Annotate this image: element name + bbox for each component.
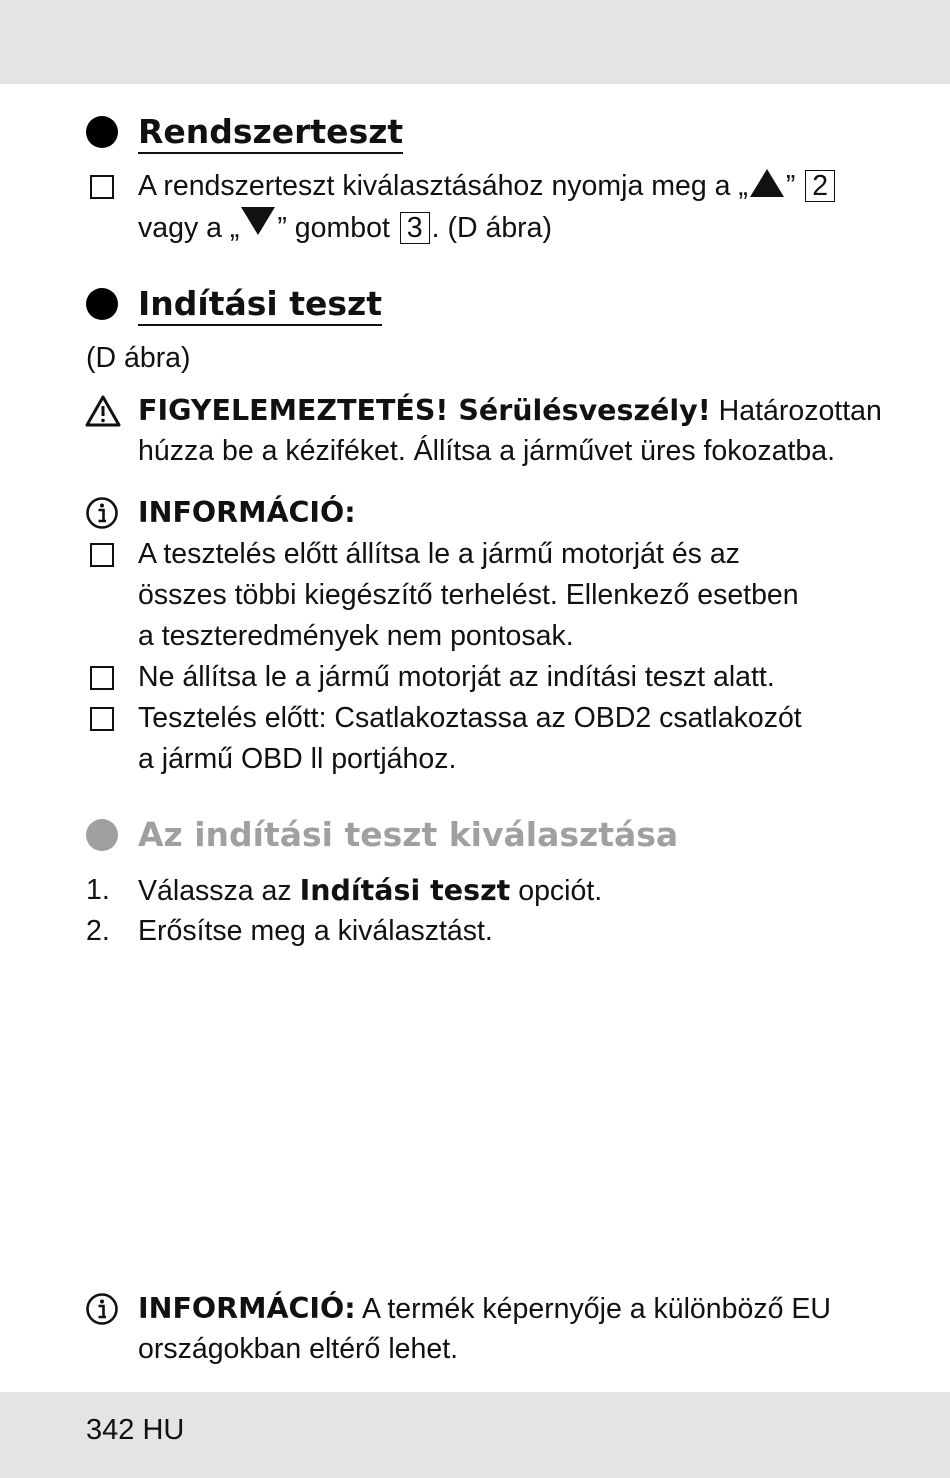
warning-bold: FIGYELEMEZTETÉS! Sérülésveszély! <box>138 394 711 427</box>
arrow-down-icon <box>241 207 275 235</box>
text-segment: ” <box>785 170 796 202</box>
page-footer <box>86 1414 184 1447</box>
info-label: INFORMÁCIÓ: <box>138 1292 356 1325</box>
text-segment: Határozottan <box>710 395 882 427</box>
language-code: HU <box>142 1414 185 1446</box>
text-segment: A rendszerteszt kiválasztásához nyomja meg a „ <box>138 170 748 202</box>
text-segment: ” gombot <box>277 212 390 244</box>
text-segment: A termék képernyője a különböző EU <box>355 1293 831 1325</box>
info-item-3-line1: Tesztelés előtt: Csatlakoztassa az OBD2 csatlakozót <box>138 702 802 734</box>
section-bullet <box>86 116 118 148</box>
heading-kivalasztasa: Az indítási teszt kiválasztása <box>138 815 679 854</box>
info-item-1-line2: összes többi kiegészítő terhelést. Ellenkező esetben <box>138 579 799 611</box>
step-2: Erősítse meg a kiválasztást. <box>138 915 493 947</box>
section-bullet-grey <box>86 819 118 851</box>
text-segment: . (D ábra) <box>431 212 553 244</box>
checkbox-square <box>90 666 114 690</box>
bottom-info-line2: országokban eltérő lehet. <box>138 1333 459 1365</box>
info-item-2-line1: Ne állítsa le a jármű motorját az indítási teszt alatt. <box>138 661 775 693</box>
step-bold: Indítási teszt <box>299 874 511 907</box>
text-segment: Válassza az <box>138 875 300 907</box>
step-number-1: 1. <box>86 874 110 906</box>
key-number-2: 2 <box>805 170 835 202</box>
info-circle-icon <box>85 1292 119 1326</box>
info-label: INFORMÁCIÓ: <box>138 496 356 529</box>
inditasi-subtitle: (D ábra) <box>86 342 191 374</box>
rendszerteszt-line2 <box>138 207 552 249</box>
bottom-info-line1 <box>138 1288 831 1330</box>
top-band <box>0 0 950 84</box>
page-number: 342 <box>86 1414 135 1446</box>
warning-line2: húzza be a kéziféket. Állítsa a járművet üres fokozatba. <box>138 435 836 467</box>
heading-rendszerteszt: Rendszerteszt <box>138 112 403 154</box>
text-segment: opciót. <box>510 875 603 907</box>
section-bullet <box>86 288 118 320</box>
arrow-up-icon <box>750 169 784 197</box>
checkbox-square <box>90 543 114 567</box>
checkbox-square <box>90 707 114 731</box>
key-number-3: 3 <box>400 212 430 244</box>
info-item-3-line2: a jármű OBD ll portjához. <box>138 743 457 775</box>
warning-triangle-icon <box>84 394 122 428</box>
text-segment: vagy a „ <box>138 212 240 244</box>
step-number-2: 2. <box>86 915 110 947</box>
heading-inditasi-teszt: Indítási teszt <box>138 284 382 326</box>
warning-line1 <box>138 390 882 432</box>
checkbox-square <box>90 175 114 199</box>
info-item-1-line1: A tesztelés előtt állítsa le a jármű motorját és az <box>138 538 740 570</box>
info-circle-icon <box>85 496 119 530</box>
step-1 <box>138 870 602 912</box>
rendszerteszt-line1 <box>138 166 837 207</box>
info-item-1-line3: a teszteredmények nem pontosak. <box>138 620 574 652</box>
